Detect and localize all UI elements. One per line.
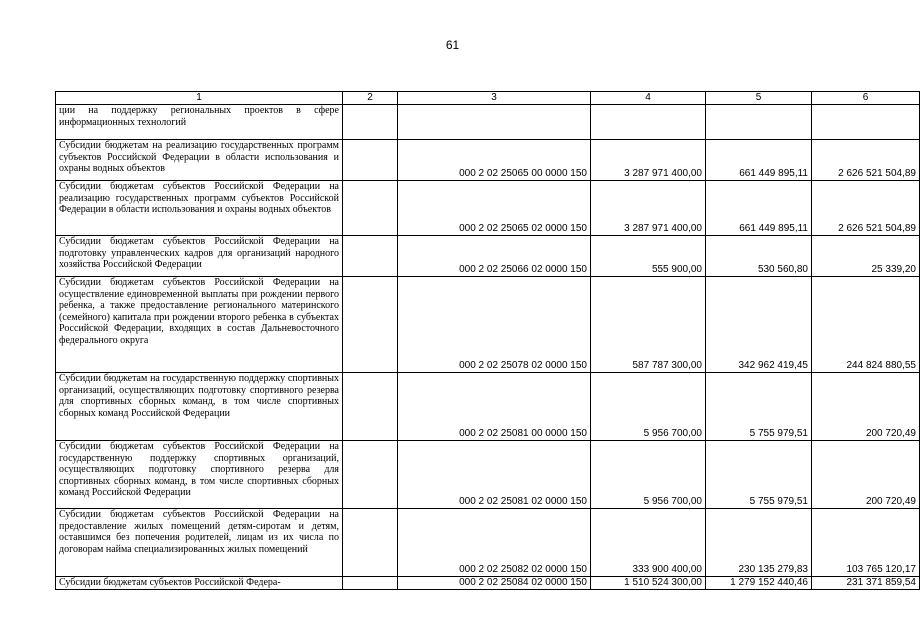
- row-code: 000 2 02 25084 02 0000 150: [398, 577, 591, 590]
- table-row: [56, 577, 920, 590]
- row-col2: [343, 577, 398, 590]
- row-code: 000 2 02 25082 02 0000 150: [398, 509, 591, 577]
- table-row: [56, 236, 920, 277]
- row-value-6: [812, 105, 920, 140]
- table-row: [56, 105, 920, 140]
- row-value-5: 661 449 895,11: [706, 140, 812, 181]
- row-value-5: 5 755 979,51: [706, 373, 812, 441]
- row-value-4: 5 956 700,00: [591, 441, 706, 509]
- row-name: Субсидии бюджетам на реализацию государственных программ субъектов Российской Федерации в области использования и охраны водных объектов: [56, 140, 343, 181]
- row-value-4: 587 787 300,00: [591, 277, 706, 373]
- table-row: [56, 140, 920, 181]
- row-value-4: [591, 105, 706, 140]
- row-col2: [343, 236, 398, 277]
- row-col2: [343, 277, 398, 373]
- header-cell-6: 6: [812, 92, 920, 105]
- row-name: Субсидии бюджетам субъектов Российской Федерации на реализацию государственных программ субъектов Российской Федерации в области использования и охраны водных объектов: [56, 181, 343, 236]
- row-value-6: 25 339,20: [812, 236, 920, 277]
- row-value-5: 5 755 979,51: [706, 441, 812, 509]
- row-col2: [343, 441, 398, 509]
- row-code: 000 2 02 25066 02 0000 150: [398, 236, 591, 277]
- header-cell-5: 5: [706, 92, 812, 105]
- table-row: [56, 373, 920, 441]
- report-table: [55, 91, 920, 590]
- row-col2: [343, 181, 398, 236]
- table-header-row: [56, 92, 920, 105]
- row-value-5: 1 279 152 440,46: [706, 577, 812, 590]
- row-value-5: [706, 105, 812, 140]
- row-col2: [343, 373, 398, 441]
- row-col2: [343, 105, 398, 140]
- row-name: ции на поддержку региональных проектов в сфере информационных технологий: [56, 105, 343, 140]
- header-cell-3: 3: [398, 92, 591, 105]
- row-code: 000 2 02 25078 02 0000 150: [398, 277, 591, 373]
- table-row: [56, 277, 920, 373]
- row-name: Субсидии бюджетам на государственную поддержку спортивных организаций, осуществляющих подготовку спортивного резерва для спортивных сборных команд, в том числе спортивных сборных команд Российской Федерации: [56, 373, 343, 441]
- row-name: Субсидии бюджетам субъектов Российской Федерации на осуществление единовременной выплаты при рождении первого ребенка, а также предоставление регионального материнского (семейного) капитала при рождении второго ребенка в субъектах Российской Федерации, входящих в состав Дальневосточного федерального округа: [56, 277, 343, 373]
- row-value-4: 5 956 700,00: [591, 373, 706, 441]
- row-value-6: 200 720,49: [812, 373, 920, 441]
- row-value-6: 231 371 859,54: [812, 577, 920, 590]
- row-value-6: 200 720,49: [812, 441, 920, 509]
- row-col2: [343, 509, 398, 577]
- row-value-4: 3 287 971 400,00: [591, 140, 706, 181]
- row-value-4: 555 900,00: [591, 236, 706, 277]
- page-number: 61: [445, 38, 460, 52]
- row-name: Субсидии бюджетам субъектов Российской Федерации на предоставление жилых помещений детям-сиротам и детям, оставшимся без попечения родителей, лицам из их числа по договорам найма специализированных жилых помещений: [56, 509, 343, 577]
- row-value-6: 2 626 521 504,89: [812, 140, 920, 181]
- row-value-4: 1 510 524 300,00: [591, 577, 706, 590]
- row-code: 000 2 02 25081 02 0000 150: [398, 441, 591, 509]
- row-value-4: 333 900 400,00: [591, 509, 706, 577]
- row-code: 000 2 02 25081 00 0000 150: [398, 373, 591, 441]
- row-value-5: 530 560,80: [706, 236, 812, 277]
- row-code: 000 2 02 25065 00 0000 150: [398, 140, 591, 181]
- table-row: [56, 441, 920, 509]
- table-row: [56, 509, 920, 577]
- row-value-6: 244 824 880,55: [812, 277, 920, 373]
- header-cell-4: 4: [591, 92, 706, 105]
- table-row: [56, 181, 920, 236]
- row-name: Субсидии бюджетам субъектов Российской Федерации на государственную поддержку спортивных организаций, осуществляющих подготовку спортивного резерва для спортивных сборных команд, в том числе спортивных сборных команд Российской Федерации: [56, 441, 343, 509]
- row-code: [398, 105, 591, 140]
- row-value-5: 661 449 895,11: [706, 181, 812, 236]
- row-col2: [343, 140, 398, 181]
- row-name: Субсидии бюджетам субъектов Российской Федерации на подготовку управленческих кадров для организаций народного хозяйства Российской Федерации: [56, 236, 343, 277]
- header-cell-2: 2: [343, 92, 398, 105]
- row-value-5: 342 962 419,45: [706, 277, 812, 373]
- header-cell-1: 1: [56, 92, 343, 105]
- row-value-6: 103 765 120,17: [812, 509, 920, 577]
- row-code: 000 2 02 25065 02 0000 150: [398, 181, 591, 236]
- row-name: Субсидии бюджетам субъектов Российской Федера-: [56, 577, 343, 590]
- row-value-6: 2 626 521 504,89: [812, 181, 920, 236]
- row-value-4: 3 287 971 400,00: [591, 181, 706, 236]
- row-value-5: 230 135 279,83: [706, 509, 812, 577]
